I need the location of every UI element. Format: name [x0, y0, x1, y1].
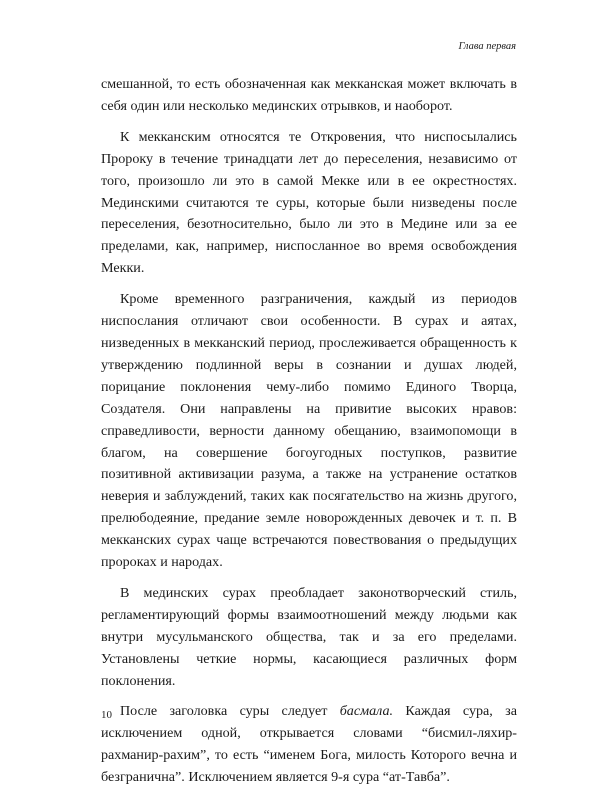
paragraph-text: Каждая сура, за исключением одной, открывается словами “бисмил-ляхир-рахманир-рахим”, то есть “именем Бога, милость Которого вечна и безгранична”. Исключением является 9-я сура “ат-Тавба”. [101, 703, 517, 786]
page-number: 10 [101, 709, 112, 721]
paragraph-text: После заголовка суры следует [120, 703, 340, 720]
paragraph [101, 701, 517, 789]
running-header: Глава первая [458, 41, 516, 52]
paragraph: Кроме временного разграничения, каждый из периодов ниспослания отличают свои особенности. В сурах и аятах, низведенных в мекканский период, прослеживается обращенность к утверждению подлинной веры в сознании и душах людей, порицание поклонения чему-либо помимо Единого Творца, Создателя. Они направлены на привитие высоких нравов: справедливости, верности данному обещанию, взаимопомощи в благом, на совершение богоугодных поступков, развитие позитивной активизации разума, а также на устранение остатков неверия и заблуждений, таких как посягательство на жизнь другого, прелюбодеяние, предание земле новорожденных девочек и т. п. В мекканских сурах чаще встречаются повествования о предыдущих пророках и народах. [101, 291, 517, 571]
paragraph: В мединских сурах преобладает законотворческий стиль, регламентирующий формы взаимоотношений между людьми как внутри мусульманского общества, так и за его пределами. Установлены четкие нормы, касающиеся различных форм поклонения. [101, 584, 517, 689]
paragraph-continuation: смешанной, то есть обозначенная как мекканская может включать в себя один или несколько мединских отрывков, и наоборот. [101, 76, 517, 114]
paragraph: К мекканским относятся те Откровения, что ниспосылались Пророку в течение тринадцати лет до переселения, независимо от того, произошло ли это в самой Мекке или в ее окрестностях. Мединскими считаются те суры, которые были низведены после переселения, безотносительно, было ли это в Медине или за ее пределами, как, например, ниспосланное во время освобождения Мекки. [101, 128, 517, 277]
body-text [101, 74, 517, 798]
term-emphasis: басмала. [339, 703, 394, 720]
